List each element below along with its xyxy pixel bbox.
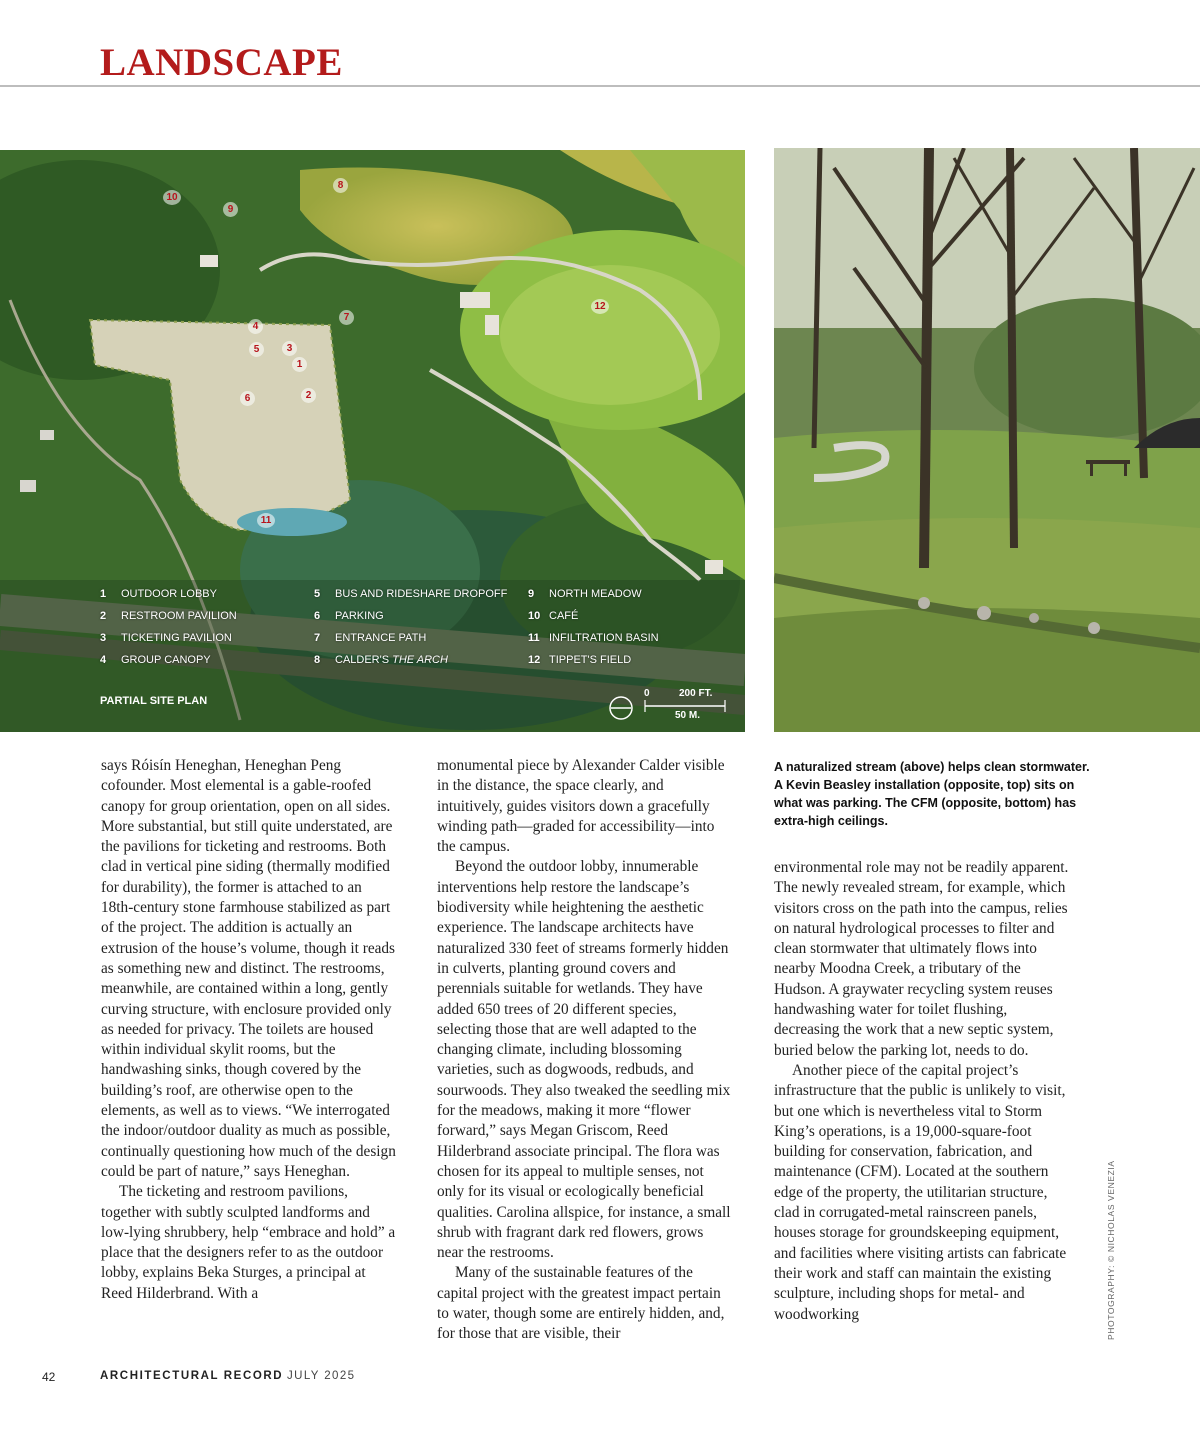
map-marker-10: 10 (163, 190, 181, 205)
paragraph: monumental piece by Alexander Calder visible in the distance, the space clearly, and intuitively, guides visitors down a gracefully winding path—graded for accessibility—into the campus. (437, 757, 725, 856)
map-marker-1: 1 (292, 357, 307, 372)
map-marker-11: 11 (257, 513, 275, 528)
article-column-2 (437, 756, 733, 1345)
paragraph: Many of the sustainable features of the capital project with the greatest impact pertain to water, though some are entirely hidden, and, for those that are visible, their (437, 1264, 725, 1343)
article-column-3 (774, 858, 1072, 1325)
legend-item: 10 CAFÉ (528, 610, 579, 622)
legend-item: 8 CALDER'S THE ARCH (314, 654, 448, 666)
legend-item: 4 GROUP CANOPY (100, 654, 211, 666)
photo-credit: PHOTOGRAPHY: © NICHOLAS VENEZIA (1106, 1160, 1116, 1340)
legend-item: 7 ENTRANCE PATH (314, 632, 427, 644)
photo-caption: A naturalized stream (above) helps clean stormwater. A Kevin Beasley installation (opposite, top) sits on what was parking. The CFM (opposite, bottom) has extra-high ceilings. (774, 760, 1090, 828)
site-plan-title: PARTIAL SITE PLAN (100, 695, 208, 707)
map-marker-2: 2 (301, 388, 316, 403)
legend-item: 2 RESTROOM PAVILION (100, 610, 237, 622)
map-marker-12: 12 (591, 299, 609, 314)
paragraph: Beyond the outdoor lobby, innumerable interventions help restore the landscape’s biodiversity while heightening the aesthetic experience. The landscape architects have naturalized 330 feet of streams formerly hidden in culverts, planting ground covers and perennials suitable for wetlands. They have added 650 trees of 20 different species, selecting those that are well adapted to the changing climate, including blossoming varieties, such as dogwoods, redbuds, and sourwoods. They also tweaked the seedling mix for the meadows, making it more “flower forward,” says Megan Griscom, Reed Hilderbrand associate principal. The flora was chosen for its appeal to multiple senses, not only for its visual or ecologically beneficial qualities. Carolina allspice, for instance, a small shrub with fragrant dark red flowers, grows near the restrooms. (437, 858, 731, 1262)
park-landscape-graphic (774, 148, 1200, 732)
map-marker-5: 5 (249, 342, 264, 357)
magazine-name: ARCHITECTURAL RECORD (100, 1370, 284, 1382)
map-marker-4: 4 (248, 319, 263, 334)
scale-meters: 50 M. (675, 710, 701, 721)
legend-item: 12 TIPPET'S FIELD (528, 654, 632, 666)
paragraph: says Róisín Heneghan, Heneghan Peng cofounder. Most elemental is a gable-roofed canopy for group orientation, open on all sides. More substantial, but still quite understated, are the pavilions for ticketing and restrooms. Both clad in vertical pine siding (thermally modified for durability), the former is attached to an 18th-century stone farmhouse stabilized as part of the project. The addition is actually an extrusion of the house’s volume, though it reads as something new and distinct. The restrooms, meanwhile, are contained within a long, gently curving structure, with enclosure provided only as needed for privacy. The toilets are housed within individual skylit rooms, but the handwashing sinks, though covered by the building’s roof, are otherwise open to the elements, as well as to views. “We interrogated the indoor/outdoor duality as much as possible, continually questioning how much of the design could be part of nature,” says Heneghan. (101, 757, 396, 1180)
header-rule (0, 85, 1200, 87)
legend-item: 6 PARKING (314, 610, 384, 622)
scale-zero: 0 (644, 688, 650, 699)
map-marker-3: 3 (282, 341, 297, 356)
section-title: LANDSCAPE (100, 41, 343, 84)
paragraph: Another piece of the capital project’s infrastructure that the public is unlikely to visit, but one which is nevertheless vital to Storm King’s operations, is a 19,000-square-foot building for conservation, fabrication, and maintenance (CFM). Located at the southern edge of the property, the utilitarian structure, clad in corrugated-metal rainscreen panels, houses storage for groundskeeping equipment, and facilities where visiting artists can fabricate their work and staff can maintain the existing sculpture, including shops for metal- and woodworking (774, 1061, 1067, 1323)
paragraph: The ticketing and restroom pavilions, together with subtly sculpted landforms and low-lying shrubbery, help “embrace and hold” a place that the designers refer to as the outdoor lobby, explains Beka Sturges, a principal at Reed Hilderbrand. With a (101, 1183, 396, 1302)
legend-item: 5 BUS AND RIDESHARE DROPOFF (314, 588, 508, 600)
page-number: 42 (42, 1370, 56, 1384)
legend-item: 1 OUTDOOR LOBBY (100, 588, 217, 600)
paragraph: environmental role may not be readily apparent. The newly revealed stream, for example, which visitors cross on the path into the campus, relies on natural hydrological processes to filter and clean stormwater that ultimately flows into nearby Moodna Creek, a tributary of the Hudson. A graywater recycling system reuses handwashing water for toilet flushing, decreasing the work that a new septic system, buried below the parking lot, needs to do. (774, 859, 1069, 1059)
map-marker-6: 6 (240, 391, 255, 406)
issue-date: JULY 2025 (287, 1370, 356, 1382)
legend-item: 9 NORTH MEADOW (528, 588, 642, 600)
map-marker-9: 9 (223, 202, 238, 217)
stream-photo (774, 148, 1200, 732)
article-column-1 (101, 756, 397, 1304)
legend-item: 11 INFILTRATION BASIN (528, 632, 659, 644)
map-marker-7: 7 (339, 310, 354, 325)
map-marker-8: 8 (333, 178, 348, 193)
scale-bar (607, 688, 727, 724)
scale-feet: 200 FT. (679, 688, 713, 699)
legend-item: 3 TICKETING PAVILION (100, 632, 232, 644)
